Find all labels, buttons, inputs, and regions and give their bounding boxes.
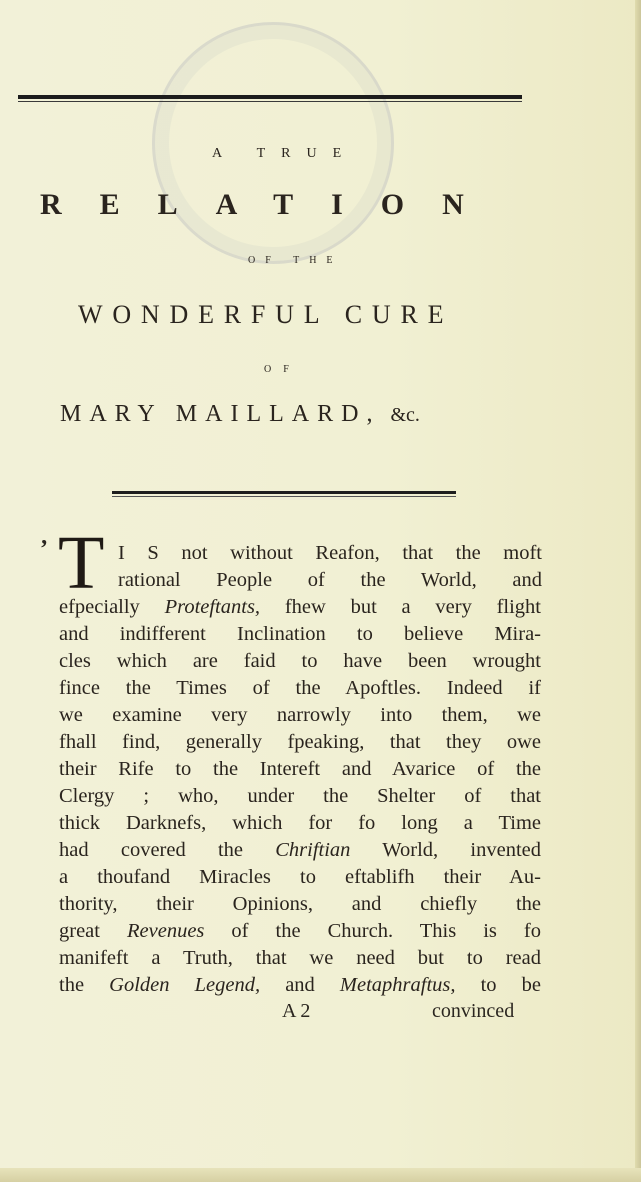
middle-rule xyxy=(112,491,456,494)
title-line-of-the: OF THE xyxy=(248,255,343,266)
title-line-of: OF xyxy=(264,364,301,375)
body-text: and xyxy=(260,974,340,996)
title-etc: &c. xyxy=(390,404,420,426)
body-line: and indifferent Inclination to believe Mira- xyxy=(59,623,541,645)
signature-mark: A 2 xyxy=(282,1000,311,1022)
drop-cap: T xyxy=(58,521,105,605)
dropcap-apostrophe: ’ xyxy=(40,536,48,562)
body-line: manifeft a Truth, that we need but to read xyxy=(59,947,541,969)
body-line: cles which are faid to have been wrought xyxy=(59,650,541,672)
body-line: fince the Times of the Apoftles. Indeed if xyxy=(59,677,541,699)
body-line: their Rife to the Intereft and Avarice of the xyxy=(59,758,541,780)
body-text: fhew but a very flight xyxy=(260,596,541,618)
body-line xyxy=(59,837,541,863)
body-italic: Revenues xyxy=(127,920,205,942)
body-line: fhall find, generally fpeaking, that they owe xyxy=(59,731,541,753)
page-bottom-edge xyxy=(0,1168,641,1182)
body-line: thority, their Opinions, and chiefly the xyxy=(59,893,541,915)
body-line: we examine very narrowly into them, we xyxy=(59,704,541,726)
title-line-relation: RELATION xyxy=(40,188,502,221)
body-text: had covered the xyxy=(59,839,276,861)
body-line: a thoufand Miracles to eftablifh their Au- xyxy=(59,866,541,888)
title-line-name xyxy=(60,401,641,428)
body-line xyxy=(59,918,541,944)
body-line: rational People of the World, and xyxy=(118,569,542,591)
body-line: Clergy ; who, under the Shelter of that xyxy=(59,785,541,807)
body-text: efpecially xyxy=(59,596,165,618)
top-rule-thin xyxy=(18,101,522,102)
catchword: convinced xyxy=(432,1000,515,1022)
body-line: I S not without Reafon, that the moft xyxy=(118,542,542,564)
body-italic: Proteftants, xyxy=(164,596,261,618)
body-text: World, invented xyxy=(350,839,541,861)
body-italic: Golden Legend, xyxy=(109,974,261,996)
body-italic: Metaphraftus, xyxy=(339,974,456,996)
body-text: the xyxy=(59,974,110,996)
body-italic: Chriftian xyxy=(275,839,351,861)
body-line: thick Darknefs, which for fo long a Time xyxy=(59,812,541,834)
body-line xyxy=(59,972,541,998)
body-text: of the Church. This is fo xyxy=(204,920,541,942)
title-name: MARY MAILLARD, xyxy=(60,401,381,427)
title-line-wonderful-cure: WONDERFUL CURE xyxy=(78,300,454,329)
library-stamp xyxy=(152,22,394,264)
body-text: great xyxy=(59,920,127,942)
middle-rule-thin xyxy=(112,496,456,497)
title-line-a-true: A TRUE xyxy=(212,146,358,161)
page-edge xyxy=(635,0,641,1182)
top-rule xyxy=(18,95,522,99)
body-line xyxy=(59,594,541,620)
body-text: to be xyxy=(455,974,542,996)
